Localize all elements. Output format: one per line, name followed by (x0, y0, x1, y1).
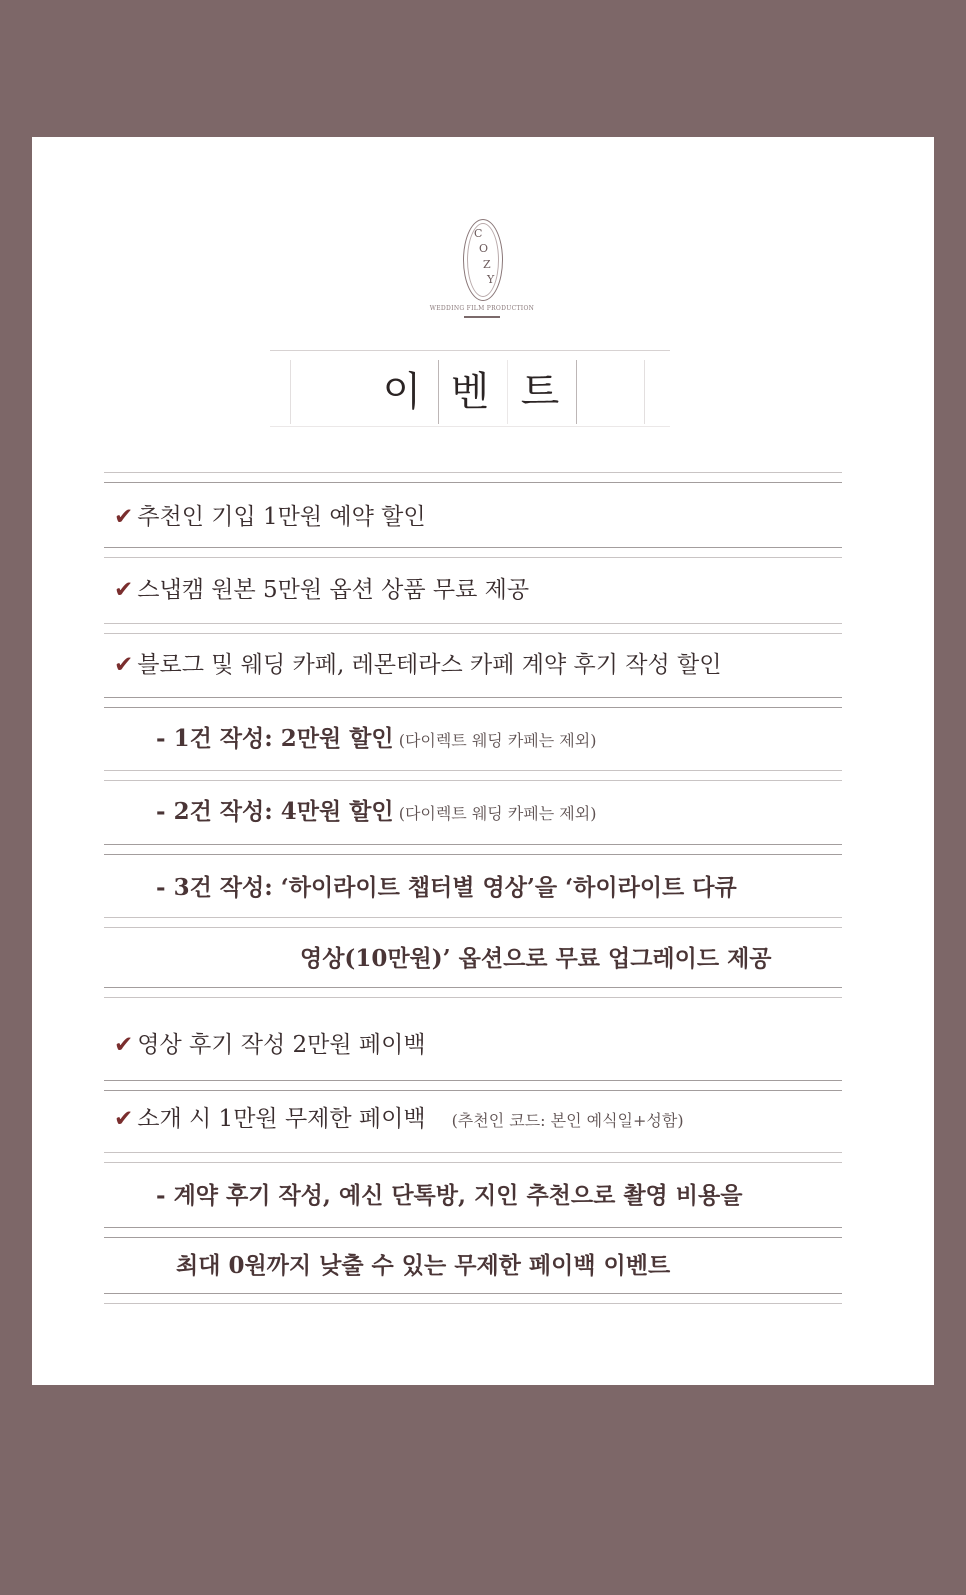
title-rule-bottom (270, 426, 670, 427)
rule (104, 547, 842, 548)
rule (104, 770, 842, 771)
dash: - (156, 874, 174, 901)
rule (104, 987, 842, 988)
item-text: 추천인 기입 1만원 예약 할인 (137, 504, 426, 530)
rule (104, 482, 842, 483)
title-divider (644, 360, 645, 424)
item-bold-text: 최대 0원까지 낮출 수 있는 무제한 페이백 이벤트 (176, 1252, 671, 1279)
rule (104, 997, 842, 998)
rule (104, 633, 842, 634)
logo-letter-c: C (474, 227, 483, 240)
check-icon: ✔ (114, 652, 134, 678)
check-icon: ✔ (114, 577, 134, 603)
title-divider (438, 360, 439, 424)
item-text: 블로그 및 웨딩 카페, 레몬테라스 카페 계약 후기 작성 할인 (137, 652, 722, 678)
check-icon: ✔ (114, 1106, 134, 1132)
rule (104, 854, 842, 855)
item-text: 소개 시 1만원 무제한 페이백 (137, 1106, 426, 1132)
rule (104, 917, 842, 918)
rule (104, 1237, 842, 1238)
cozy-logo (420, 219, 544, 329)
rule (104, 1080, 842, 1081)
item-bold-text: 1건 작성: 2만원 할인 (173, 725, 394, 752)
rule (104, 1227, 842, 1228)
rule (104, 707, 842, 708)
rule (104, 1303, 842, 1304)
item-note: (다이렉트 웨딩 카페는 제외) (393, 804, 597, 823)
dash: - (156, 725, 174, 752)
rule (104, 927, 842, 928)
item-bold-text: 계약 후기 작성, 예신 단톡방, 지인 추천으로 촬영 비용을 (173, 1182, 743, 1209)
sub-item-3-reviews (156, 872, 737, 904)
title-divider (290, 360, 291, 424)
rule (104, 472, 842, 473)
item-note: (다이렉트 웨딩 카페는 제외) (393, 731, 597, 750)
sub-item-2-reviews (156, 796, 596, 830)
rule (104, 697, 842, 698)
rule (104, 844, 842, 845)
item-text: 스냅캠 원본 5만원 옵션 상품 무료 제공 (137, 577, 530, 603)
title-char: 트 (520, 369, 560, 415)
event-item-referral-payback (114, 1103, 684, 1137)
logo-letters (463, 227, 503, 293)
item-text: 영상 후기 작성 2만원 페이백 (137, 1032, 426, 1058)
event-item-video-review (114, 1029, 426, 1061)
logo-tagline: WEDDING FILM PRODUCTION (429, 305, 535, 312)
logo-letter-o: O (479, 242, 489, 255)
title-divider (507, 360, 508, 424)
rule (104, 557, 842, 558)
title-rule-top (270, 350, 670, 351)
event-item-referral-discount (114, 501, 426, 533)
logo-letter-y: Y (487, 273, 495, 286)
check-icon: ✔ (114, 1032, 134, 1058)
dash: - (156, 798, 174, 825)
item-bold-text: 영상(10만원)’ 옵션으로 무료 업그레이드 제공 (300, 945, 772, 972)
item-note: (추천인 코드: 본인 예식일+성함) (451, 1111, 684, 1130)
rule (104, 1090, 842, 1091)
sub-item-payback (156, 1180, 742, 1212)
check-icon: ✔ (114, 504, 134, 530)
event-item-review-discount (114, 649, 721, 681)
title-divider (576, 360, 577, 424)
title-char: 벤 (450, 369, 490, 415)
item-bold-text: 3건 작성: ‘하이라이트 챕터별 영상’을 ‘하이라이트 다큐 (173, 874, 737, 901)
rule (104, 1162, 842, 1163)
sub-item-1-review (156, 723, 596, 757)
sub-item-payback-cont (176, 1250, 670, 1282)
rule (104, 1152, 842, 1153)
sub-item-3-reviews-cont (300, 943, 772, 975)
dash: - (156, 1182, 174, 1209)
rule (104, 1293, 842, 1294)
item-bold-text: 2건 작성: 4만원 할인 (173, 798, 394, 825)
title-char: 이 (382, 369, 422, 415)
title-box (270, 350, 670, 428)
logo-letter-z: Z (483, 258, 491, 271)
rule (104, 780, 842, 781)
event-card (32, 137, 934, 1385)
event-item-snapcam (114, 574, 529, 606)
rule (104, 623, 842, 624)
logo-underline (464, 316, 500, 318)
